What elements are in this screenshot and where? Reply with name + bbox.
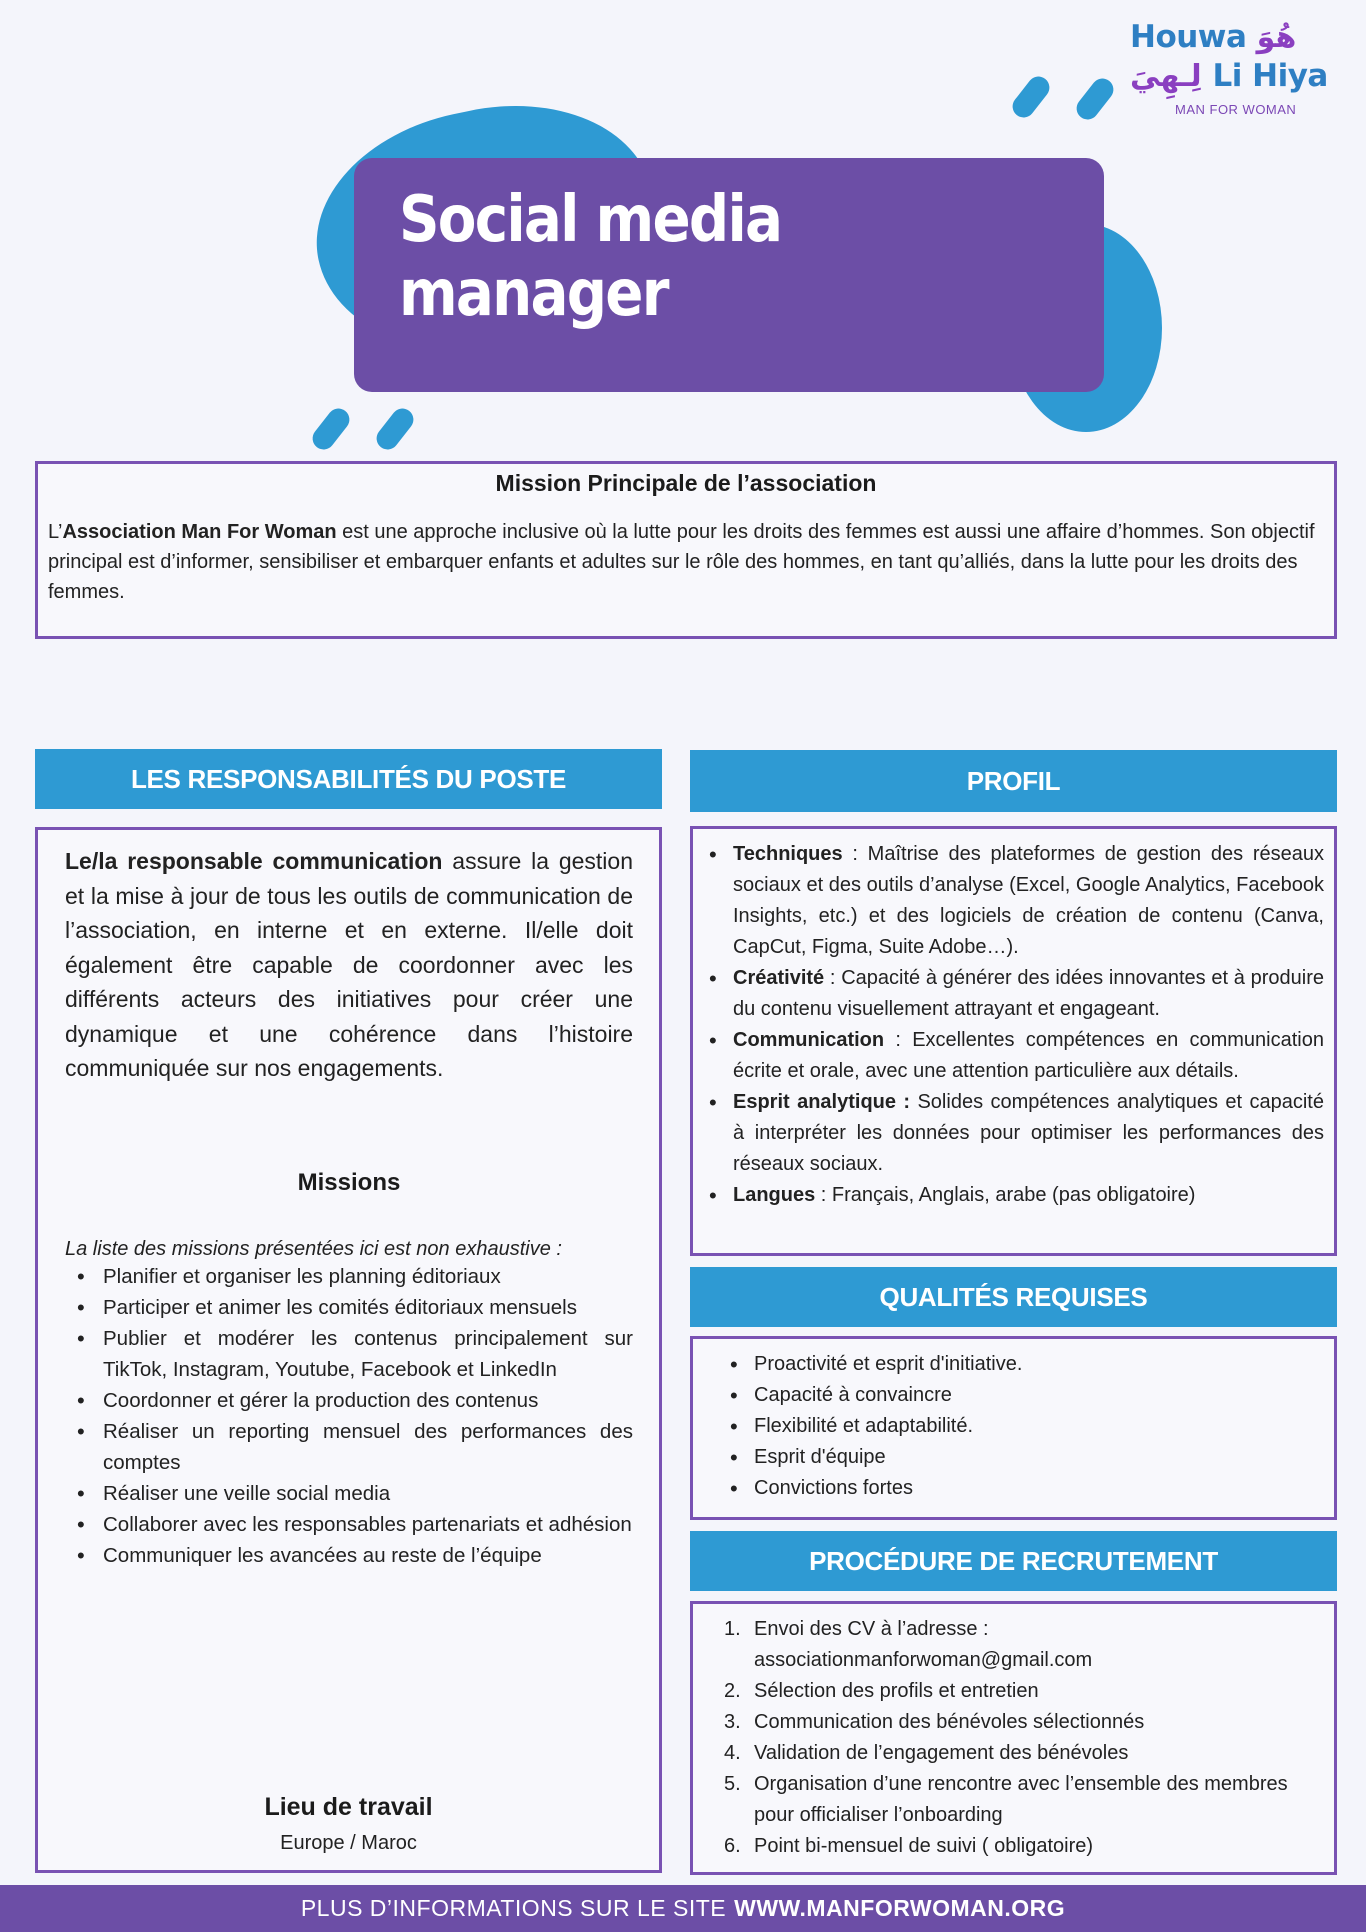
list-item: • Réaliser un reporting mensuel des performances des comptes <box>65 1416 633 1478</box>
list-item: • Planifier et organiser les planning éditoriaux <box>65 1261 633 1292</box>
logo-arabic-1: هُوَ <box>1256 20 1297 55</box>
lieu-value: Europe / Maroc <box>280 1832 417 1854</box>
section-header-qualites: QUALITÉS REQUISES <box>690 1267 1337 1327</box>
list-item: • Techniques : Maîtrise des plateformes de gestion des réseaux sociaux et des outils d’analyse (Excel, Google Analytics, Facebook Insights, etc.) et des logiciels de création de contenu (Canva, CapCut, Figma, Suite Adobe…). <box>703 839 1324 963</box>
list-item: • Convictions fortes <box>703 1473 1324 1504</box>
logo-line-1 <box>1130 18 1350 57</box>
section-header-responsabilites: LES RESPONSABILITÉS DU POSTE <box>35 749 662 809</box>
list-item: 2. Sélection des profils et entretien <box>724 1680 1039 1702</box>
list-item: • Réaliser une veille social media <box>65 1478 633 1509</box>
list-item: • Créativité : Capacité à générer des idées innovantes et à produire du contenu visuellement attrayant et engageant. <box>703 963 1324 1025</box>
list-item: • Coordonner et gérer la production des contenus <box>65 1385 633 1416</box>
profil-list <box>703 839 1324 1211</box>
logo-line-2 <box>1130 57 1350 96</box>
list-item: • Proactivité et esprit d'initiative. <box>703 1349 1324 1380</box>
list-item: • Flexibilité et adaptabilité. <box>703 1411 1324 1442</box>
list-item: • Communication : Excellentes compétences en communication écrite et orale, avec une attention particulière aux détails. <box>703 1025 1324 1087</box>
mission-text: L’Association Man For Woman est une approche inclusive où la lutte pour les droits des femmes est aussi une affaire d’hommes. Son objectif principal est d’informer, sensibiliser et embarquer enfants et adultes sur le rôle des hommes, en tant qu’alliés, dans la lutte pour les droits des femmes. <box>48 521 1315 603</box>
qualites-box <box>690 1336 1337 1520</box>
footer-text: PLUS D’INFORMATIONS SUR LE SITE <box>300 1895 727 1921</box>
list-item: • Langues : Français, Anglais, arabe (pas obligatoire) <box>703 1180 1324 1211</box>
missions-list <box>65 1261 633 1571</box>
list-item: • Participer et animer les comités éditoriaux mensuels <box>65 1292 633 1323</box>
list-item: • Esprit d'équipe <box>703 1442 1324 1473</box>
mission-title: Mission Principale de l’association <box>495 470 877 496</box>
qualites-list <box>703 1349 1324 1504</box>
list-item: • Capacité à convaincre <box>703 1380 1324 1411</box>
hero-title-card <box>354 158 1104 392</box>
logo-tagline: MAN FOR WOMAN <box>1175 102 1297 117</box>
hero-dash <box>1072 74 1118 124</box>
footer-bar <box>0 1885 1366 1932</box>
mission-org-name: Association Man For Woman <box>62 521 337 543</box>
list-item: 6. Point bi-mensuel de suivi ( obligatoire) <box>724 1835 1094 1857</box>
list-item: 4. Validation de l’engagement des bénévoles <box>724 1742 1129 1764</box>
missions-note: La liste des missions présentées ici est non exhaustive : <box>65 1237 562 1260</box>
hero-dash <box>372 404 418 454</box>
footer-website-link[interactable]: WWW.MANFORWOMAN.ORG <box>734 1895 1066 1921</box>
procedure-box <box>690 1601 1337 1875</box>
hero-dash <box>1008 72 1054 122</box>
section-header-profil: PROFIL <box>690 750 1337 812</box>
logo-latin-1: Houwa <box>1130 19 1247 55</box>
logo-arabic-2: لِـهِيَ <box>1130 59 1202 94</box>
list-item: • Esprit analytique : Solides compétences analytiques et capacité à interpréter les données pour optimiser les performances des réseaux sociaux. <box>703 1087 1324 1180</box>
section-header-procedure: PROCÉDURE DE RECRUTEMENT <box>690 1531 1337 1591</box>
profil-box <box>690 826 1337 1256</box>
mission-box <box>35 461 1337 639</box>
missions-title: Missions <box>297 1168 401 1196</box>
list-item: 1. Envoi des CV à l’adresse : associationmanforwoman@gmail.com <box>724 1618 1093 1671</box>
logo-latin-2: Li Hiya <box>1212 58 1328 94</box>
list-item: 3. Communication des bénévoles sélectionnés <box>724 1711 1145 1733</box>
brand-logo <box>1130 18 1350 144</box>
list-item: • Communiquer les avancées au reste de l’équipe <box>65 1540 633 1571</box>
lieu-title: Lieu de travail <box>264 1793 433 1821</box>
list-item: 5. Organisation d’une rencontre avec l’ensemble des membres pour officialiser l’onboarding <box>724 1773 1288 1826</box>
list-item: • Publier et modérer les contenus principalement sur TikTok, Instagram, Youtube, Facebook et LinkedIn <box>65 1323 633 1385</box>
page-title: Social media manager <box>399 183 782 331</box>
list-item: • Collaborer avec les responsables partenariats et adhésion <box>65 1509 633 1540</box>
hero-dash <box>308 404 354 454</box>
procedure-list <box>703 1614 1324 1862</box>
responsabilites-intro: Le/la responsable communication assure la gestion et la mise à jour de tous les outils de communication de l’association, en interne et en externe. Il/elle doit également être capable de coordonner avec les différents acteurs des initiatives pour créer une dynamique et une cohérence dans l’histoire communiquée sur nos engagements. <box>65 848 633 1081</box>
responsabilites-box <box>35 827 662 1873</box>
